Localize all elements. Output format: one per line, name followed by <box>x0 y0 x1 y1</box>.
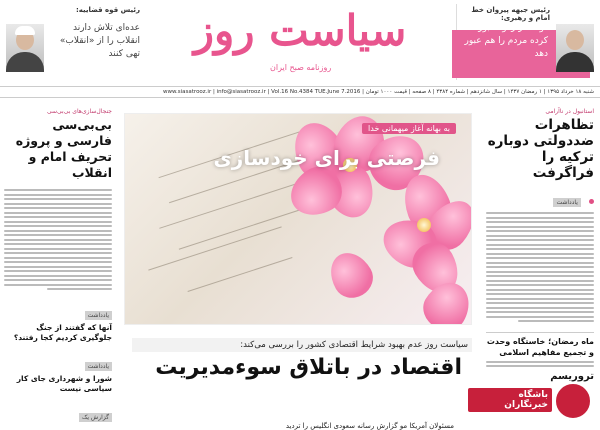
person-photo <box>556 24 594 72</box>
left-footer-tag: گزارش یک <box>79 413 112 422</box>
right-section-tag-row <box>486 189 594 208</box>
left-box-two[interactable] <box>4 353 112 394</box>
left-box-one-text: آنها که گفتند از جنگ جلوگیری کردیم کجا رفتند؟ <box>13 323 112 342</box>
feature-tag: به بهانه آغاز میهمانی خدا <box>362 123 456 134</box>
right-kicker: استانبول در ناآرامی <box>545 108 594 115</box>
feature-title[interactable]: فرصتی برای خودسازی <box>213 146 440 170</box>
masthead-right-text: دولت از رکود عبور کرده مردم را هم عبور دهد <box>464 23 548 59</box>
cleric-photo <box>6 24 44 72</box>
bullet-icon <box>589 199 594 204</box>
masthead-left-kicker: رئیس قوه قضاییه: <box>75 6 140 14</box>
feature-photo[interactable] <box>124 113 472 325</box>
right-headline[interactable]: تظاهرات ضددولتی دوباره ترکیه را فراگرفت <box>487 117 594 181</box>
date-info-bar: شنبه ۱۸ خرداد ۱۳۹۵ | ۱ رمضان ۱۴۳۷ | سال شانزدهم | شماره ۴۳۸۴ | ۸ صفحه | قیمت ۱۰۰۰ تومان | www.siasatrooz.ir | info@siasatrooz.ir | Vol.16 No.4384 TUE.June 7.2016 <box>0 86 600 98</box>
right-section-tag: یادداشت <box>553 198 580 207</box>
lead-footer-text: مسئولان آمریکا مو گزارش رسانه سعودی انگلیس را تردید <box>285 422 454 430</box>
left-box-one-tag: یادداشت <box>85 311 112 320</box>
masthead-right-box[interactable] <box>456 4 596 80</box>
masthead <box>0 0 600 86</box>
right-bottom-story[interactable] <box>486 332 594 382</box>
watermark <box>468 376 600 430</box>
left-kicker: جنجال‌سازی‌های بی‌بی‌سی <box>47 108 112 115</box>
left-body-text <box>4 189 112 290</box>
newspaper-logo[interactable] <box>190 4 410 74</box>
watermark-logo-icon <box>554 382 592 420</box>
watermark-text: باشگاه خبرنگاران <box>468 388 552 412</box>
lead-headline[interactable]: اقتصاد در باتلاق سوءمدیریت <box>155 355 462 380</box>
masthead-left-text: عده‌ای تلاش دارند انقلاب را از «انقلاب» تهی کنند <box>59 23 140 59</box>
left-box-one[interactable] <box>4 302 112 343</box>
lead-story[interactable] <box>124 330 472 430</box>
left-headline[interactable]: بی‌بی‌سی فارسی و پروژه تحریف امام و انقلاب <box>15 117 112 180</box>
left-column <box>0 104 116 430</box>
left-box-two-text: شورا و شهرداری جای کار سیاسی نیست <box>16 374 112 393</box>
right-body-text <box>486 212 594 322</box>
left-box-two-tag: یادداشت <box>85 362 112 371</box>
masthead-left-box[interactable] <box>4 4 144 80</box>
logo-subtitle: روزنامه صبح ایران <box>270 63 332 72</box>
right-bottom-head: تروریسم <box>550 371 594 382</box>
left-footer <box>4 404 112 423</box>
logo-text: سیاست روز <box>193 6 407 55</box>
right-bottom-kicker: ماه رمضان؛ خاستگاه وحدت و تجمیع مفاهیم اسلامی <box>486 337 594 357</box>
masthead-right-kicker: رئیس جبهه پیروان خط امام و رهبری: <box>471 6 550 22</box>
lead-kicker: سیاست روز عدم بهبود شرایط اقتصادی کشور را بررسی می‌کند: <box>132 338 472 352</box>
